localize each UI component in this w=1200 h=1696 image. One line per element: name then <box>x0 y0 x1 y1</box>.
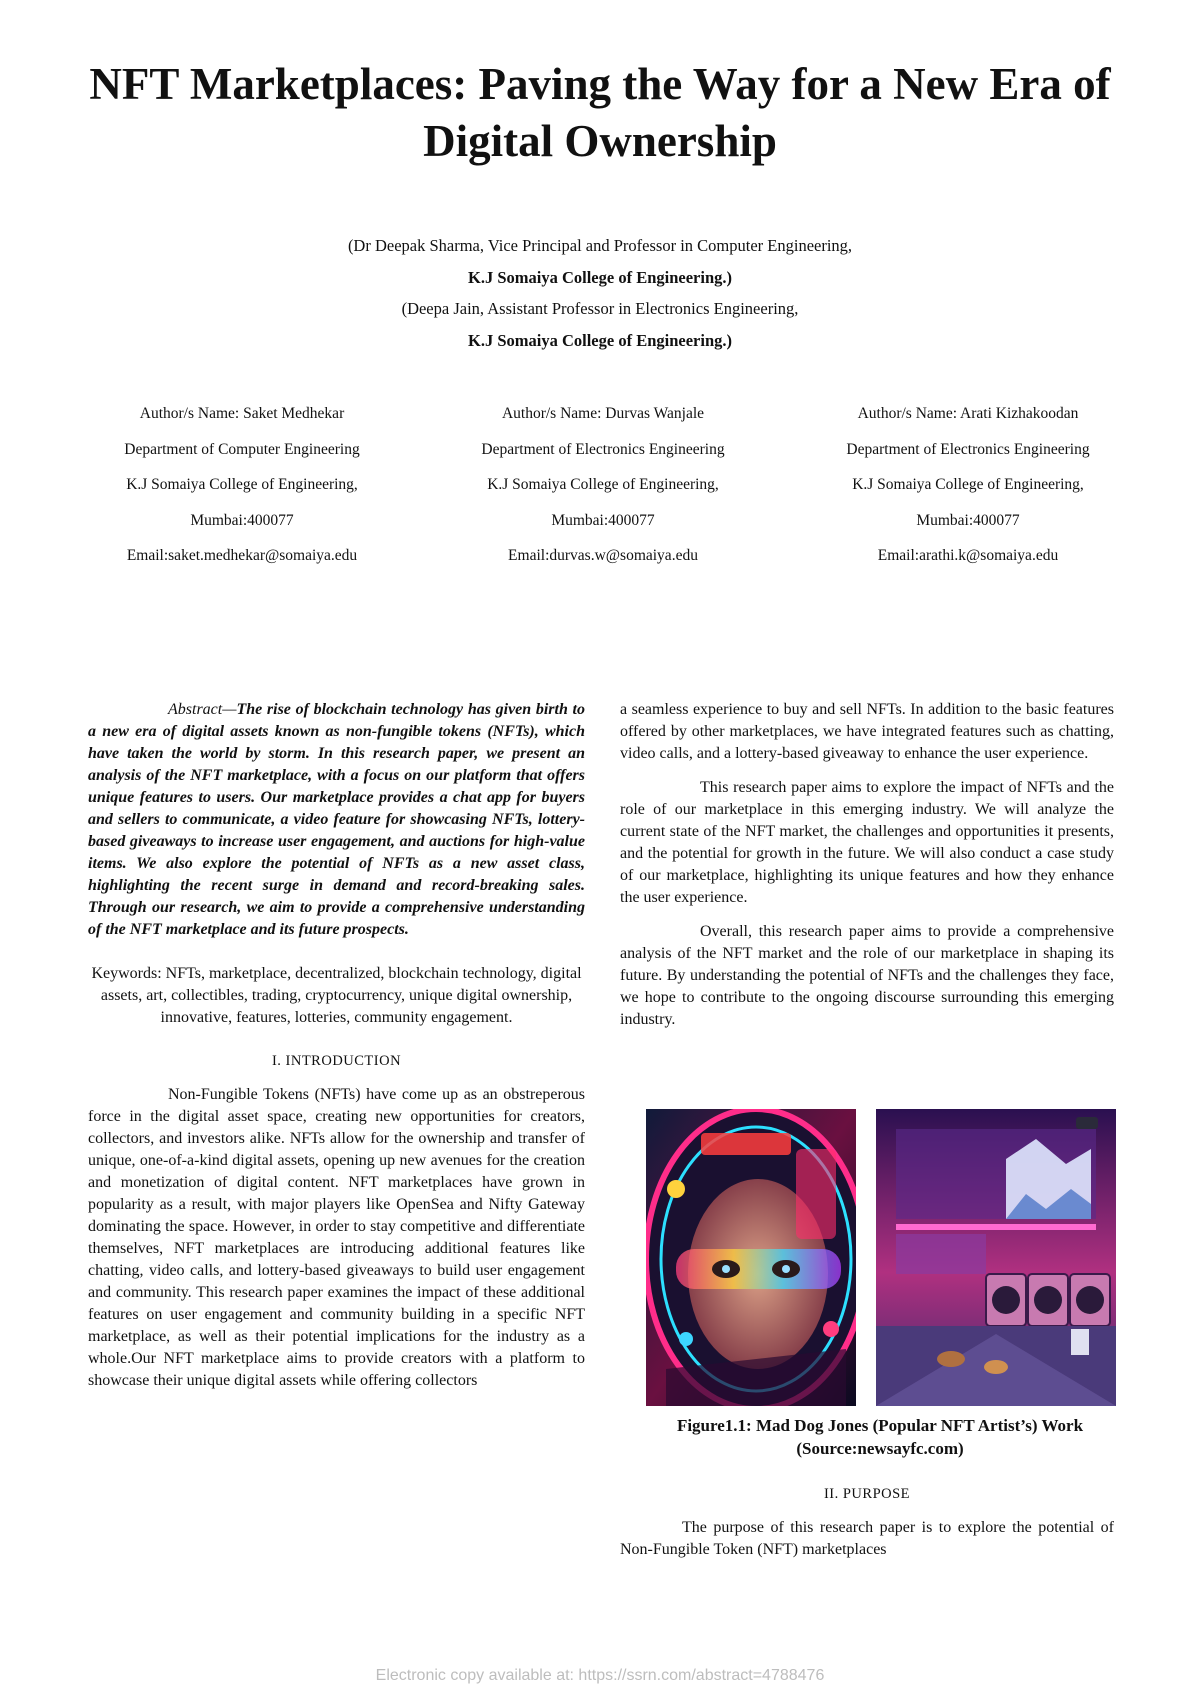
author-name: Author/s Name: Arati Kizhakoodan <box>857 405 1079 422</box>
affiliation-line-1: (Dr Deepak Sharma, Vice Principal and Professor in Computer Engineering, <box>347 236 853 255</box>
author-email: Email:durvas.w@somaiya.edu <box>508 547 698 564</box>
introduction-body: Non-Fungible Tokens (NFTs) have come up as an obstreperous force in the digital asset space, creating new opportunities for creators, collectors, and investors alike. NFTs allow for the ownership and transfer of unique, one-of-a-kind digital assets, opening up new avenues for the creation and monetization of digital content. NFT marketplaces have grown in popularity as a result, with major players like OpenSea and Nifty Gateway dominating the space. However, in order to stay competitive and differentiate themselves, NFT marketplaces are introducing additional features like chatting, video calls, and lottery-based giveaways to build user engagement and community. This research paper examines the impact of these additional features on user engagement and community building in a specific NFT marketplace, as well as their potential implications for the industry as a whole.Our NFT marketplace aims to provide creators with a platform to showcase their unique digital assets while offering collectors <box>88 1086 585 1389</box>
left-column <box>88 699 585 1392</box>
keywords: Keywords: NFTs, marketplace, decentralized, blockchain technology, digital assets, art, collectibles, trading, cryptocurrency, unique digital ownership, innovative, features, lotteries, community engagement. <box>91 965 582 1026</box>
artwork-helmet-image <box>646 1109 856 1406</box>
author-block-1 <box>82 404 402 582</box>
abstract-body: The rise of blockchain technology has given birth to a new era of digital assets known as non-fungible tokens (NFTs), which have taken the world by storm. In this research paper, we present an analysis of the NFT marketplace, with a focus on our platform that offers unique features to users. Our marketplace provides a chat app for buyers and sellers to communicate, a video feature for showcasing NFTs, lottery-based giveaways to increase user engagement, and auctions for high-value items. We also explore the potential of NFTs as a new asset class, highlighting the recent surge in demand and record-breaking sales. Through our research, we aim to provide a comprehensive understanding of the NFT marketplace and its future prospects. <box>88 701 585 938</box>
author-email: Email:saket.medhekar@somaiya.edu <box>126 547 358 564</box>
affiliation-line-3: (Deepa Jain, Assistant Professor in Electronics Engineering, <box>401 299 799 318</box>
abstract <box>88 699 585 941</box>
author-name: Author/s Name: Durvas Wanjale <box>501 405 705 422</box>
author-name: Author/s Name: Saket Medhekar <box>139 405 345 422</box>
author-college: K.J Somaiya College of Engineering, <box>126 476 358 493</box>
author-block-2 <box>443 404 763 582</box>
ssrn-footer: Electronic copy available at: https://ssrn.com/abstract=4788476 <box>375 1667 825 1684</box>
right-column-bottom <box>620 1483 1114 1561</box>
author-college: K.J Somaiya College of Engineering, <box>852 476 1084 493</box>
author-email: Email:arathi.k@somaiya.edu <box>877 547 1059 564</box>
figure-caption-line-1: Figure1.1: Mad Dog Jones (Popular NFT Artist’s) Work <box>676 1416 1084 1435</box>
right-column <box>620 699 1114 1031</box>
section-heading-introduction: I. INTRODUCTION <box>271 1053 402 1069</box>
abstract-lead: Abstract— <box>168 701 237 718</box>
right-paragraph-3: Overall, this research paper aims to provide a comprehensive analysis of the NFT market and the role of our marketplace in shaping its future. By understanding the potential of NFTs and the challenges they face, we hope to contribute to the ongoing discourse surrounding this emerging industry. <box>620 923 1114 1028</box>
section-heading-purpose: II. PURPOSE <box>823 1486 911 1502</box>
author-city: Mumbai:400077 <box>551 511 655 529</box>
author-city: Mumbai:400077 <box>190 511 294 529</box>
affiliation-line-4: K.J Somaiya College of Engineering.) <box>468 331 732 350</box>
right-paragraph-2: This research paper aims to explore the impact of NFTs and the role of our marketplace in this emerging industry. We will analyze the current state of the NFT market, the challenges and opportunities it presents, and the potential for growth in the future. We will also conduct a case study of our marketplace, highlighting its unique features and how they enhance the user experience. <box>620 779 1114 906</box>
purpose-body: The purpose of this research paper is to explore the potential of Non-Fungible Token (NFT) marketplaces <box>620 1519 1114 1558</box>
author-block-3 <box>808 404 1128 582</box>
author-college: K.J Somaiya College of Engineering, <box>487 476 719 493</box>
figure-caption-line-2: (Source:newsayfc.com) <box>796 1439 964 1458</box>
right-paragraph-1: a seamless experience to buy and sell NFTs. In addition to the basic features offered by other marketplaces, we have integrated features such as chatting, video calls, and a lottery-based giveaway to enhance the user experience. <box>620 701 1114 762</box>
paper-title: NFT Marketplaces: Paving the Way for a New Era of Digital Ownership <box>89 59 1111 166</box>
artwork-laundromat-image <box>876 1109 1116 1406</box>
affiliation-line-2: K.J Somaiya College of Engineering.) <box>468 268 732 287</box>
figure-nft-artwork <box>646 1109 1116 1406</box>
author-department: Department of Electronics Engineering <box>481 440 725 458</box>
author-department: Department of Electronics Engineering <box>846 440 1090 458</box>
author-department: Department of Computer Engineering <box>124 440 360 458</box>
figure-caption <box>610 1414 1150 1460</box>
author-city: Mumbai:400077 <box>916 511 1020 529</box>
